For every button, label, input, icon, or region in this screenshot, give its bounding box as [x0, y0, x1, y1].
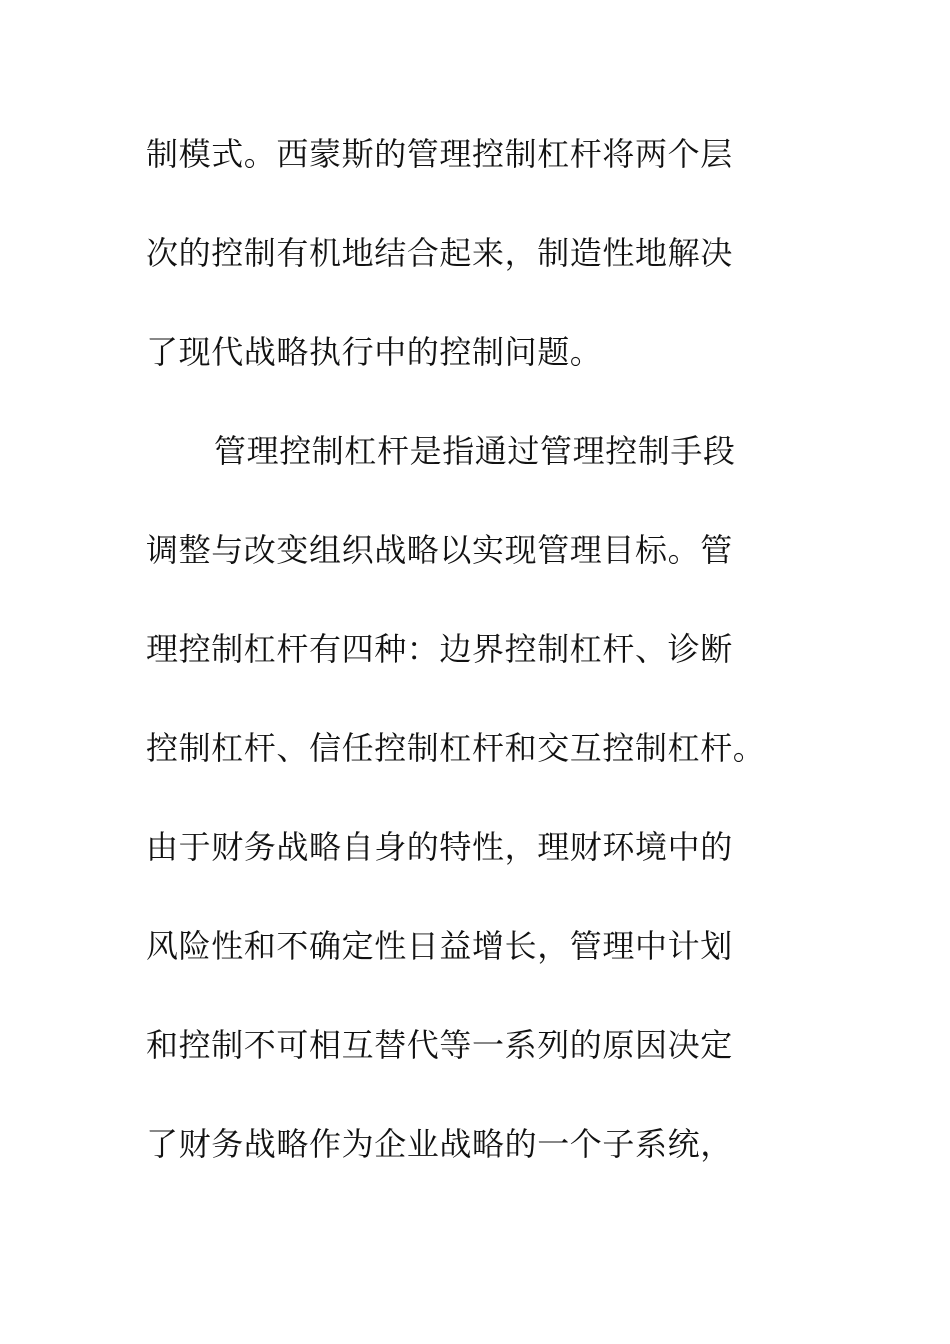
text-line: 调整与改变组织战略以实现管理目标。管	[146, 531, 733, 569]
text-line: 了现代战略执行中的控制问题。	[146, 333, 603, 371]
paragraph-first-line: 管理控制杠杆是指通过管理控制手段	[214, 432, 736, 470]
text-line: 和控制不可相互替代等一系列的原因决定	[146, 1026, 733, 1064]
text-line: 控制杠杆、信任控制杠杆和交互控制杠杆。	[146, 729, 766, 767]
text-line: 理控制杠杆有四种：边界控制杠杆、诊断	[146, 630, 733, 668]
text-line: 风险性和不确定性日益增长，管理中计划	[146, 927, 733, 965]
text-line: 制模式。西蒙斯的管理控制杠杆将两个层	[146, 135, 733, 173]
text-line: 了财务战略作为企业战略的一个子系统，	[146, 1125, 733, 1163]
text-line: 由于财务战略自身的特性，理财环境中的	[146, 828, 733, 866]
body-text	[146, 124, 806, 1213]
text-line: 次的控制有机地结合起来，制造性地解决	[146, 234, 733, 272]
